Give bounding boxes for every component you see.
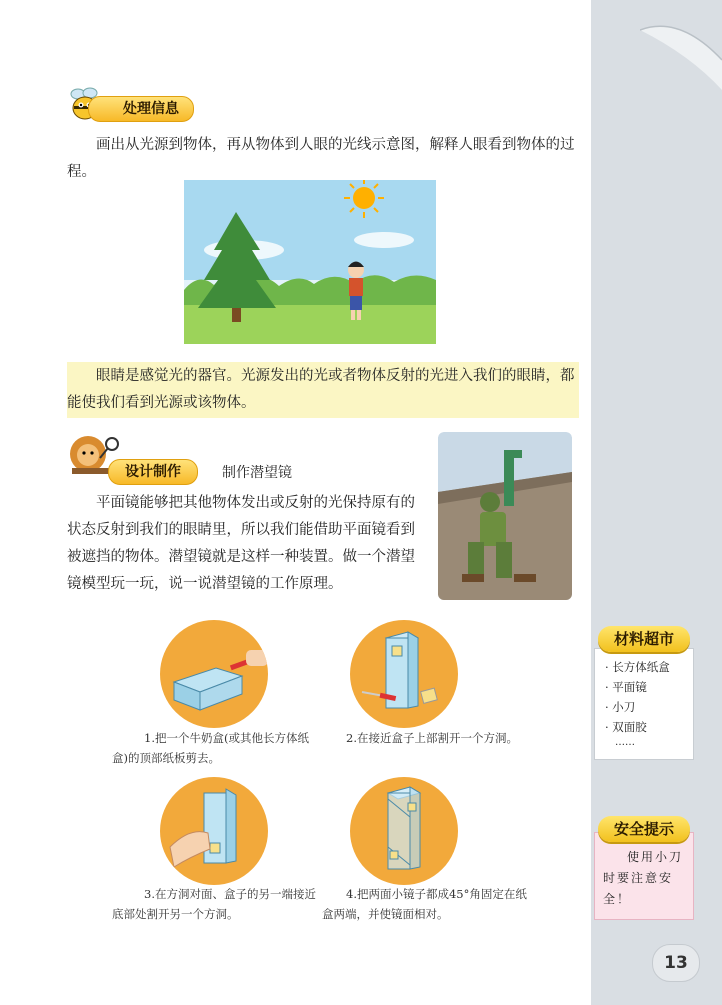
step2-circle <box>350 620 458 728</box>
process-info-badge: 处理信息 <box>88 96 194 122</box>
materials-item: …… <box>615 737 635 748</box>
materials-list <box>595 649 693 749</box>
page-number: 13 <box>652 944 700 982</box>
step4-circle <box>350 777 458 885</box>
materials-item: · 小刀 <box>605 700 636 714</box>
materials-item: · 双面胶 <box>605 720 647 734</box>
soldier-periscope-illustration <box>438 432 572 600</box>
step3-caption: 3.在方洞对面、盒子的另一端接近底部处割开另一个方洞。 <box>112 887 316 921</box>
safety-box <box>594 832 694 920</box>
highlight-text: 眼睛是感觉光的器官。光源发出的光或者物体反射的光进入我们的眼睛，都能使我们看到光源或该物体。 <box>67 368 575 411</box>
materials-box <box>594 648 694 760</box>
step3-circle <box>160 777 268 885</box>
cutting-box-top-icon <box>160 620 268 728</box>
hand-holding-box-icon <box>160 777 268 885</box>
safety-text: 使用小刀时要注意安全！ <box>603 850 684 906</box>
step4-caption: 4.把两面小镜子都成45°角固定在纸盒两端，并使镜面相对。 <box>322 887 527 921</box>
design-paragraph: 平面镜能够把其他物体发出或反射的光保持原有的状态反射到我们的眼睛里，所以我们能借助平面镜看到被遮挡的物体。潜望镜就是这样一种装置。做一个潜望镜模型玩一玩，说一说潜望镜的工作原理。 <box>67 495 415 592</box>
materials-item: · 长方体纸盒 <box>605 660 670 674</box>
step1-caption: 1.把一个牛奶盒(或其他长方体纸盒)的顶部纸板剪去。 <box>112 731 309 765</box>
box-with-hole-icon <box>350 620 458 728</box>
page-curl-icon <box>640 20 722 90</box>
periscope-box-icon <box>350 777 458 885</box>
tree-and-boy-illustration <box>184 180 436 344</box>
step1-circle <box>160 620 268 728</box>
design-badge: 设计制作 <box>108 459 198 485</box>
step2-caption: 2.在接近盒子上部割开一个方洞。 <box>346 731 518 745</box>
design-title: 制作潜望镜 <box>222 465 292 481</box>
safety-badge: 安全提示 <box>598 816 690 842</box>
materials-badge: 材料超市 <box>598 626 690 652</box>
materials-item: · 平面镜 <box>605 680 647 694</box>
process-info-paragraph: 画出从光源到物体，再从物体到人眼的光线示意图，解释人眼看到物体的过程。 <box>67 137 575 180</box>
